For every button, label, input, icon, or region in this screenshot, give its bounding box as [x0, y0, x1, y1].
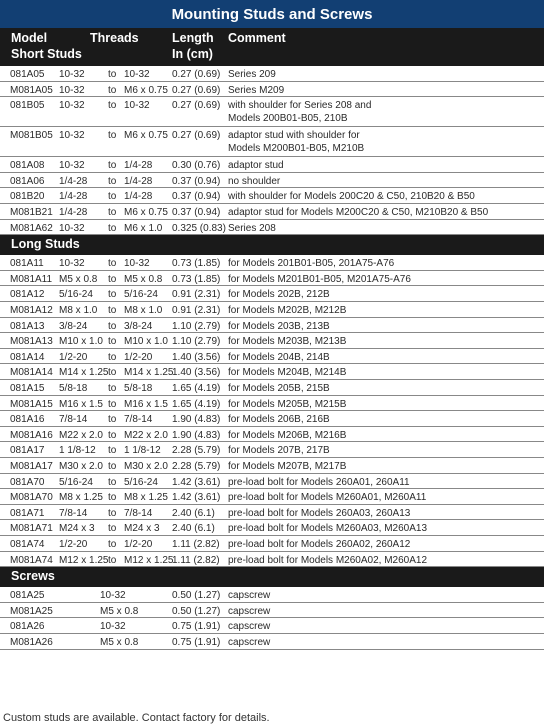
comment-cell: for Models M203B, M213B [228, 336, 347, 348]
thread-to-cell: 1/4-28 [124, 175, 153, 187]
model-cell: 081A12 [10, 289, 45, 301]
thread-to-word: to [108, 492, 117, 504]
thread-to-word: to [108, 523, 117, 535]
thread-to-word: to [108, 258, 117, 270]
comment-cell: with shoulder for Models 200C20 & C50, 210B20 & B50 [228, 191, 475, 203]
length-cell: 0.50 (1.27) [172, 590, 221, 602]
table-row [0, 286, 544, 302]
footer-note: Custom studs are available. Contact factory for details. [3, 712, 270, 724]
thread-from-cell: M5 x 0.8 [59, 273, 98, 285]
comment-cell: for Models M202B, M212B [228, 305, 347, 316]
thread-to-cell: 3/8-24 [124, 320, 153, 332]
thread-to-word: to [108, 320, 117, 332]
section-screws-label: Screws [11, 569, 55, 584]
length-cell: 0.37 (0.94) [172, 191, 221, 203]
thread-from-cell: M8 x 1.25 [59, 492, 103, 504]
model-cell: M081B05 [10, 130, 53, 142]
comment-cell: adaptor stud with shoulder for [228, 130, 360, 142]
table-row [0, 318, 544, 334]
thread-to-word: to [108, 273, 117, 285]
comment-cell: adaptor stud for Models M200C20 & C50, M210B20 & B50 [228, 207, 489, 218]
table-row [0, 127, 544, 157]
length-cell: 0.325 (0.83) [172, 222, 226, 234]
thread-from-cell: 1 1/8-12 [59, 445, 96, 457]
thread-to-word: to [108, 367, 117, 379]
length-cell: 1.90 (4.83) [172, 414, 221, 426]
table-row [0, 603, 544, 619]
table-row [0, 82, 544, 98]
thread-to-cell: M22 x 2.0 [124, 429, 168, 441]
length-cell: 0.75 (1.91) [172, 621, 221, 633]
thread-cell: M5 x 0.8 [100, 637, 139, 648]
thread-to-word: to [108, 351, 117, 363]
comment-cell: pre-load bolt for Models M260A01, M260A11 [228, 492, 427, 504]
model-cell: 081A74 [10, 539, 45, 550]
thread-from-cell: 5/16-24 [59, 476, 93, 488]
comment-cell: for Models 201B01-B05, 201A75-A76 [228, 258, 395, 270]
table-row [0, 271, 544, 287]
thread-from-cell: 7/8-14 [59, 414, 88, 426]
model-cell: M081A71 [10, 523, 53, 535]
length-cell: 0.30 (0.76) [172, 160, 221, 172]
length-cell: 2.28 (5.79) [172, 461, 221, 472]
comment-cell: pre-load bolt for Models M260A03, M260A13 [228, 523, 428, 535]
thread-from-cell: M12 x 1.25 [59, 554, 109, 566]
model-cell: M081A15 [10, 398, 53, 410]
table-row [0, 396, 544, 412]
length-cell: 2.40 (6.1) [172, 507, 215, 519]
thread-to-word: to [108, 461, 117, 472]
model-cell: M081A62 [10, 222, 53, 234]
model-cell: M081B21 [10, 207, 53, 218]
length-cell: 0.27 (0.69) [172, 69, 221, 80]
thread-to-word: to [108, 554, 117, 566]
table-row [0, 552, 544, 568]
comment-cell: no shoulder [228, 175, 281, 187]
table-title [0, 0, 544, 28]
thread-from-cell: 10-32 [59, 69, 85, 80]
table-row [0, 442, 544, 458]
length-cell: 1.65 (4.19) [172, 398, 221, 410]
thread-from-cell: 10-32 [59, 84, 85, 96]
comment-cell: Series M209 [228, 84, 285, 96]
thread-to-cell: 5/16-24 [124, 476, 158, 488]
thread-from-cell: M16 x 1.5 [59, 398, 103, 410]
model-cell: M081A14 [10, 367, 53, 379]
thread-to-word: to [108, 383, 117, 394]
length-cell: 1.11 (2.82) [172, 554, 220, 566]
model-cell: 081A70 [10, 476, 45, 488]
comment-cell: pre-load bolt for Models M260A02, M260A12 [228, 554, 428, 566]
comment-cell: for Models 204B, 214B [228, 351, 330, 363]
length-cell: 0.73 (1.85) [172, 273, 221, 285]
comment-cell: for Models M207B, M217B [228, 461, 347, 472]
thread-to-cell: M10 x 1.0 [124, 336, 168, 348]
length-cell: 1.10 (2.79) [172, 336, 221, 348]
thread-to-word: to [108, 175, 117, 187]
thread-to-word: to [108, 207, 117, 218]
thread-from-cell: 1/2-20 [59, 351, 88, 363]
comment-cell: for Models M206B, M216B [228, 429, 347, 441]
thread-from-cell: 1/4-28 [59, 175, 88, 187]
thread-cell: 10-32 [100, 590, 126, 602]
thread-to-word: to [108, 305, 117, 316]
model-cell: 081A71 [10, 507, 45, 519]
thread-from-cell: 10-32 [59, 160, 85, 172]
model-cell: 081A11 [10, 258, 44, 270]
header-threads: Threads [90, 31, 139, 45]
thread-from-cell: M30 x 2.0 [59, 461, 103, 472]
table-row [0, 634, 544, 650]
length-cell: 0.27 (0.69) [172, 130, 221, 142]
thread-to-word: to [108, 130, 117, 142]
table-row [0, 489, 544, 505]
thread-to-cell: 10-32 [124, 258, 150, 270]
length-cell: 1.42 (3.61) [172, 476, 221, 488]
header-length-unit: In (cm) [172, 47, 213, 61]
thread-to-word: to [108, 191, 117, 203]
model-cell: M081A12 [10, 305, 53, 316]
length-cell: 1.11 (2.82) [172, 539, 220, 550]
thread-to-cell: 7/8-14 [124, 414, 153, 426]
thread-to-word: to [108, 100, 117, 112]
model-cell: 081A08 [10, 160, 45, 172]
thread-to-cell: 1 1/8-12 [124, 445, 161, 457]
thread-from-cell: 5/16-24 [59, 289, 93, 301]
thread-from-cell: M24 x 3 [59, 523, 95, 535]
thread-to-word: to [108, 289, 117, 301]
thread-to-cell: 1/4-28 [124, 160, 153, 172]
model-cell: M081A25 [10, 605, 53, 617]
length-cell: 2.40 (6.1) [172, 523, 215, 535]
thread-from-cell: M10 x 1.0 [59, 336, 103, 348]
thread-to-cell: 1/2-20 [124, 539, 153, 550]
comment-cell: for Models 203B, 213B [228, 320, 330, 332]
thread-to-cell: 7/8-14 [124, 507, 153, 519]
comment-cell: Series 208 [228, 222, 276, 234]
length-cell: 2.28 (5.79) [172, 445, 221, 457]
model-cell: 081A15 [10, 383, 45, 394]
thread-to-cell: 10-32 [124, 69, 150, 80]
table-title-text: Mounting Studs and Screws [171, 5, 373, 23]
thread-to-word: to [108, 476, 117, 488]
thread-from-cell: 1/4-28 [59, 207, 88, 218]
thread-to-cell: M30 x 2.0 [124, 461, 168, 472]
thread-to-cell: M6 x 0.75 [124, 84, 168, 96]
thread-to-cell: M6 x 0.75 [124, 207, 168, 218]
header-model: Model [11, 31, 48, 45]
comment-cell: Models M200B01-B05, M210B [228, 143, 365, 155]
thread-from-cell: 10-32 [59, 222, 85, 234]
thread-to-word: to [108, 507, 117, 519]
table-row [0, 520, 544, 536]
thread-to-word: to [108, 398, 117, 410]
model-cell: M081A74 [10, 554, 53, 566]
comment-cell: pre-load bolt for Models 260A02, 260A12 [228, 539, 411, 550]
model-cell: 081A16 [10, 414, 45, 426]
length-cell: 1.40 (3.56) [172, 351, 221, 363]
comment-cell: with shoulder for Series 208 and [228, 100, 372, 112]
comment-cell: Series 209 [228, 69, 276, 80]
comment-cell: pre-load bolt for Models 260A01, 260A11 [228, 476, 410, 488]
thread-to-cell: 1/4-28 [124, 191, 153, 203]
comment-cell: capscrew [228, 621, 271, 633]
table-row [0, 618, 544, 634]
thread-from-cell: M22 x 2.0 [59, 429, 103, 441]
thread-to-word: to [108, 69, 117, 80]
thread-from-cell: 3/8-24 [59, 320, 88, 332]
thread-to-word: to [108, 84, 117, 96]
section-long-studs-label: Long Studs [11, 237, 80, 252]
header-length: Length [172, 31, 214, 45]
model-cell: M081A05 [10, 84, 53, 96]
thread-from-cell: 10-32 [59, 130, 85, 142]
thread-to-word: to [108, 160, 117, 172]
thread-to-word: to [108, 429, 117, 441]
length-cell: 0.50 (1.27) [172, 605, 221, 617]
comment-cell: adaptor stud [228, 160, 284, 172]
thread-to-cell: M8 x 1.25 [124, 492, 168, 504]
thread-to-word: to [108, 445, 117, 457]
length-cell: 1.40 (3.56) [172, 367, 221, 379]
model-cell: 081A14 [10, 351, 45, 363]
header-short-studs: Short Studs [11, 47, 82, 61]
comment-cell: for Models 207B, 217B [228, 445, 330, 457]
thread-to-cell: M14 x 1.25 [124, 367, 174, 379]
comment-cell: Models 200B01-B05, 210B [228, 113, 348, 125]
model-cell: 081A06 [10, 175, 45, 187]
table-row [0, 380, 544, 396]
thread-to-cell: M6 x 0.75 [124, 130, 168, 142]
comment-cell: pre-load bolt for Models 260A03, 260A13 [228, 507, 411, 519]
header-comment: Comment [228, 31, 286, 45]
length-cell: 1.10 (2.79) [172, 320, 221, 332]
length-cell: 0.91 (2.31) [172, 305, 221, 316]
thread-to-cell: M8 x 1.0 [124, 305, 163, 316]
thread-to-cell: M6 x 1.0 [124, 222, 163, 234]
length-cell: 0.75 (1.91) [172, 637, 221, 648]
model-cell: M081A70 [10, 492, 53, 504]
length-cell: 0.27 (0.69) [172, 100, 221, 112]
table-row [0, 458, 544, 474]
thread-to-word: to [108, 414, 117, 426]
length-cell: 0.37 (0.94) [172, 175, 221, 187]
table-row [0, 302, 544, 318]
comment-cell: for Models M204B, M214B [228, 367, 347, 379]
thread-to-cell: M24 x 3 [124, 523, 160, 535]
model-cell: 081A13 [10, 320, 45, 332]
comment-cell: capscrew [228, 590, 271, 602]
length-cell: 0.27 (0.69) [172, 84, 221, 96]
thread-cell: M5 x 0.8 [100, 605, 139, 617]
thread-to-word: to [108, 336, 117, 348]
thread-from-cell: 10-32 [59, 100, 85, 112]
table-row [0, 536, 544, 552]
table-row [0, 255, 544, 271]
model-cell: M081A16 [10, 429, 53, 441]
table-row [0, 349, 544, 365]
length-cell: 0.37 (0.94) [172, 207, 221, 218]
thread-to-cell: M16 x 1.5 [124, 398, 168, 410]
thread-from-cell: M8 x 1.0 [59, 305, 98, 316]
length-cell: 0.73 (1.85) [172, 258, 221, 270]
comment-cell: capscrew [228, 605, 271, 617]
model-cell: M081A26 [10, 637, 53, 648]
table-row [0, 66, 544, 82]
thread-to-cell: 5/8-18 [124, 383, 153, 394]
model-cell: 081A17 [10, 445, 45, 457]
thread-to-cell: M12 x 1.25 [124, 554, 174, 566]
table-row [0, 411, 544, 427]
thread-to-cell: 5/16-24 [124, 289, 158, 301]
length-cell: 0.91 (2.31) [172, 289, 221, 301]
thread-cell: 10-32 [100, 621, 126, 633]
table-row [0, 204, 544, 220]
model-cell: 081A26 [10, 621, 45, 633]
comment-cell: for Models 205B, 215B [228, 383, 330, 394]
thread-from-cell: 7/8-14 [59, 507, 88, 519]
table-row [0, 474, 544, 490]
length-cell: 1.65 (4.19) [172, 383, 221, 394]
thread-from-cell: 1/4-28 [59, 191, 88, 203]
thread-from-cell: 10-32 [59, 258, 85, 270]
model-cell: 081A25 [10, 590, 45, 602]
thread-to-cell: 1/2-20 [124, 351, 153, 363]
thread-to-cell: M5 x 0.8 [124, 273, 163, 285]
model-cell: M081A11 [10, 273, 53, 285]
table-row [0, 157, 544, 173]
thread-to-word: to [108, 539, 117, 550]
comment-cell: for Models M205B, M215B [228, 398, 347, 410]
thread-from-cell: 5/8-18 [59, 383, 88, 394]
table-row [0, 333, 544, 349]
model-cell: 081A05 [10, 69, 45, 80]
table-row [0, 188, 544, 204]
model-cell: M081A17 [10, 461, 53, 472]
table-row [0, 505, 544, 521]
section-long-studs [0, 235, 544, 255]
section-screws [0, 567, 544, 587]
thread-to-cell: 10-32 [124, 100, 150, 112]
table-row [0, 427, 544, 443]
thread-from-cell: M14 x 1.25 [59, 367, 109, 379]
comment-cell: for Models 206B, 216B [228, 414, 330, 426]
table-row [0, 173, 544, 189]
comment-cell: for Models M201B01-B05, M201A75-A76 [228, 273, 411, 285]
comment-cell: for Models 202B, 212B [228, 289, 330, 301]
model-cell: M081A13 [10, 336, 53, 348]
comment-cell: capscrew [228, 637, 271, 648]
model-cell: 081B05 [10, 100, 45, 112]
thread-from-cell: 1/2-20 [59, 539, 88, 550]
table-row [0, 220, 544, 236]
table-row [0, 364, 544, 380]
model-cell: 081B20 [10, 191, 45, 203]
length-cell: 1.42 (3.61) [172, 492, 221, 504]
table-row [0, 97, 544, 127]
thread-to-word: to [108, 222, 117, 234]
column-header [0, 28, 544, 66]
table-row [0, 587, 544, 603]
length-cell: 1.90 (4.83) [172, 429, 221, 441]
